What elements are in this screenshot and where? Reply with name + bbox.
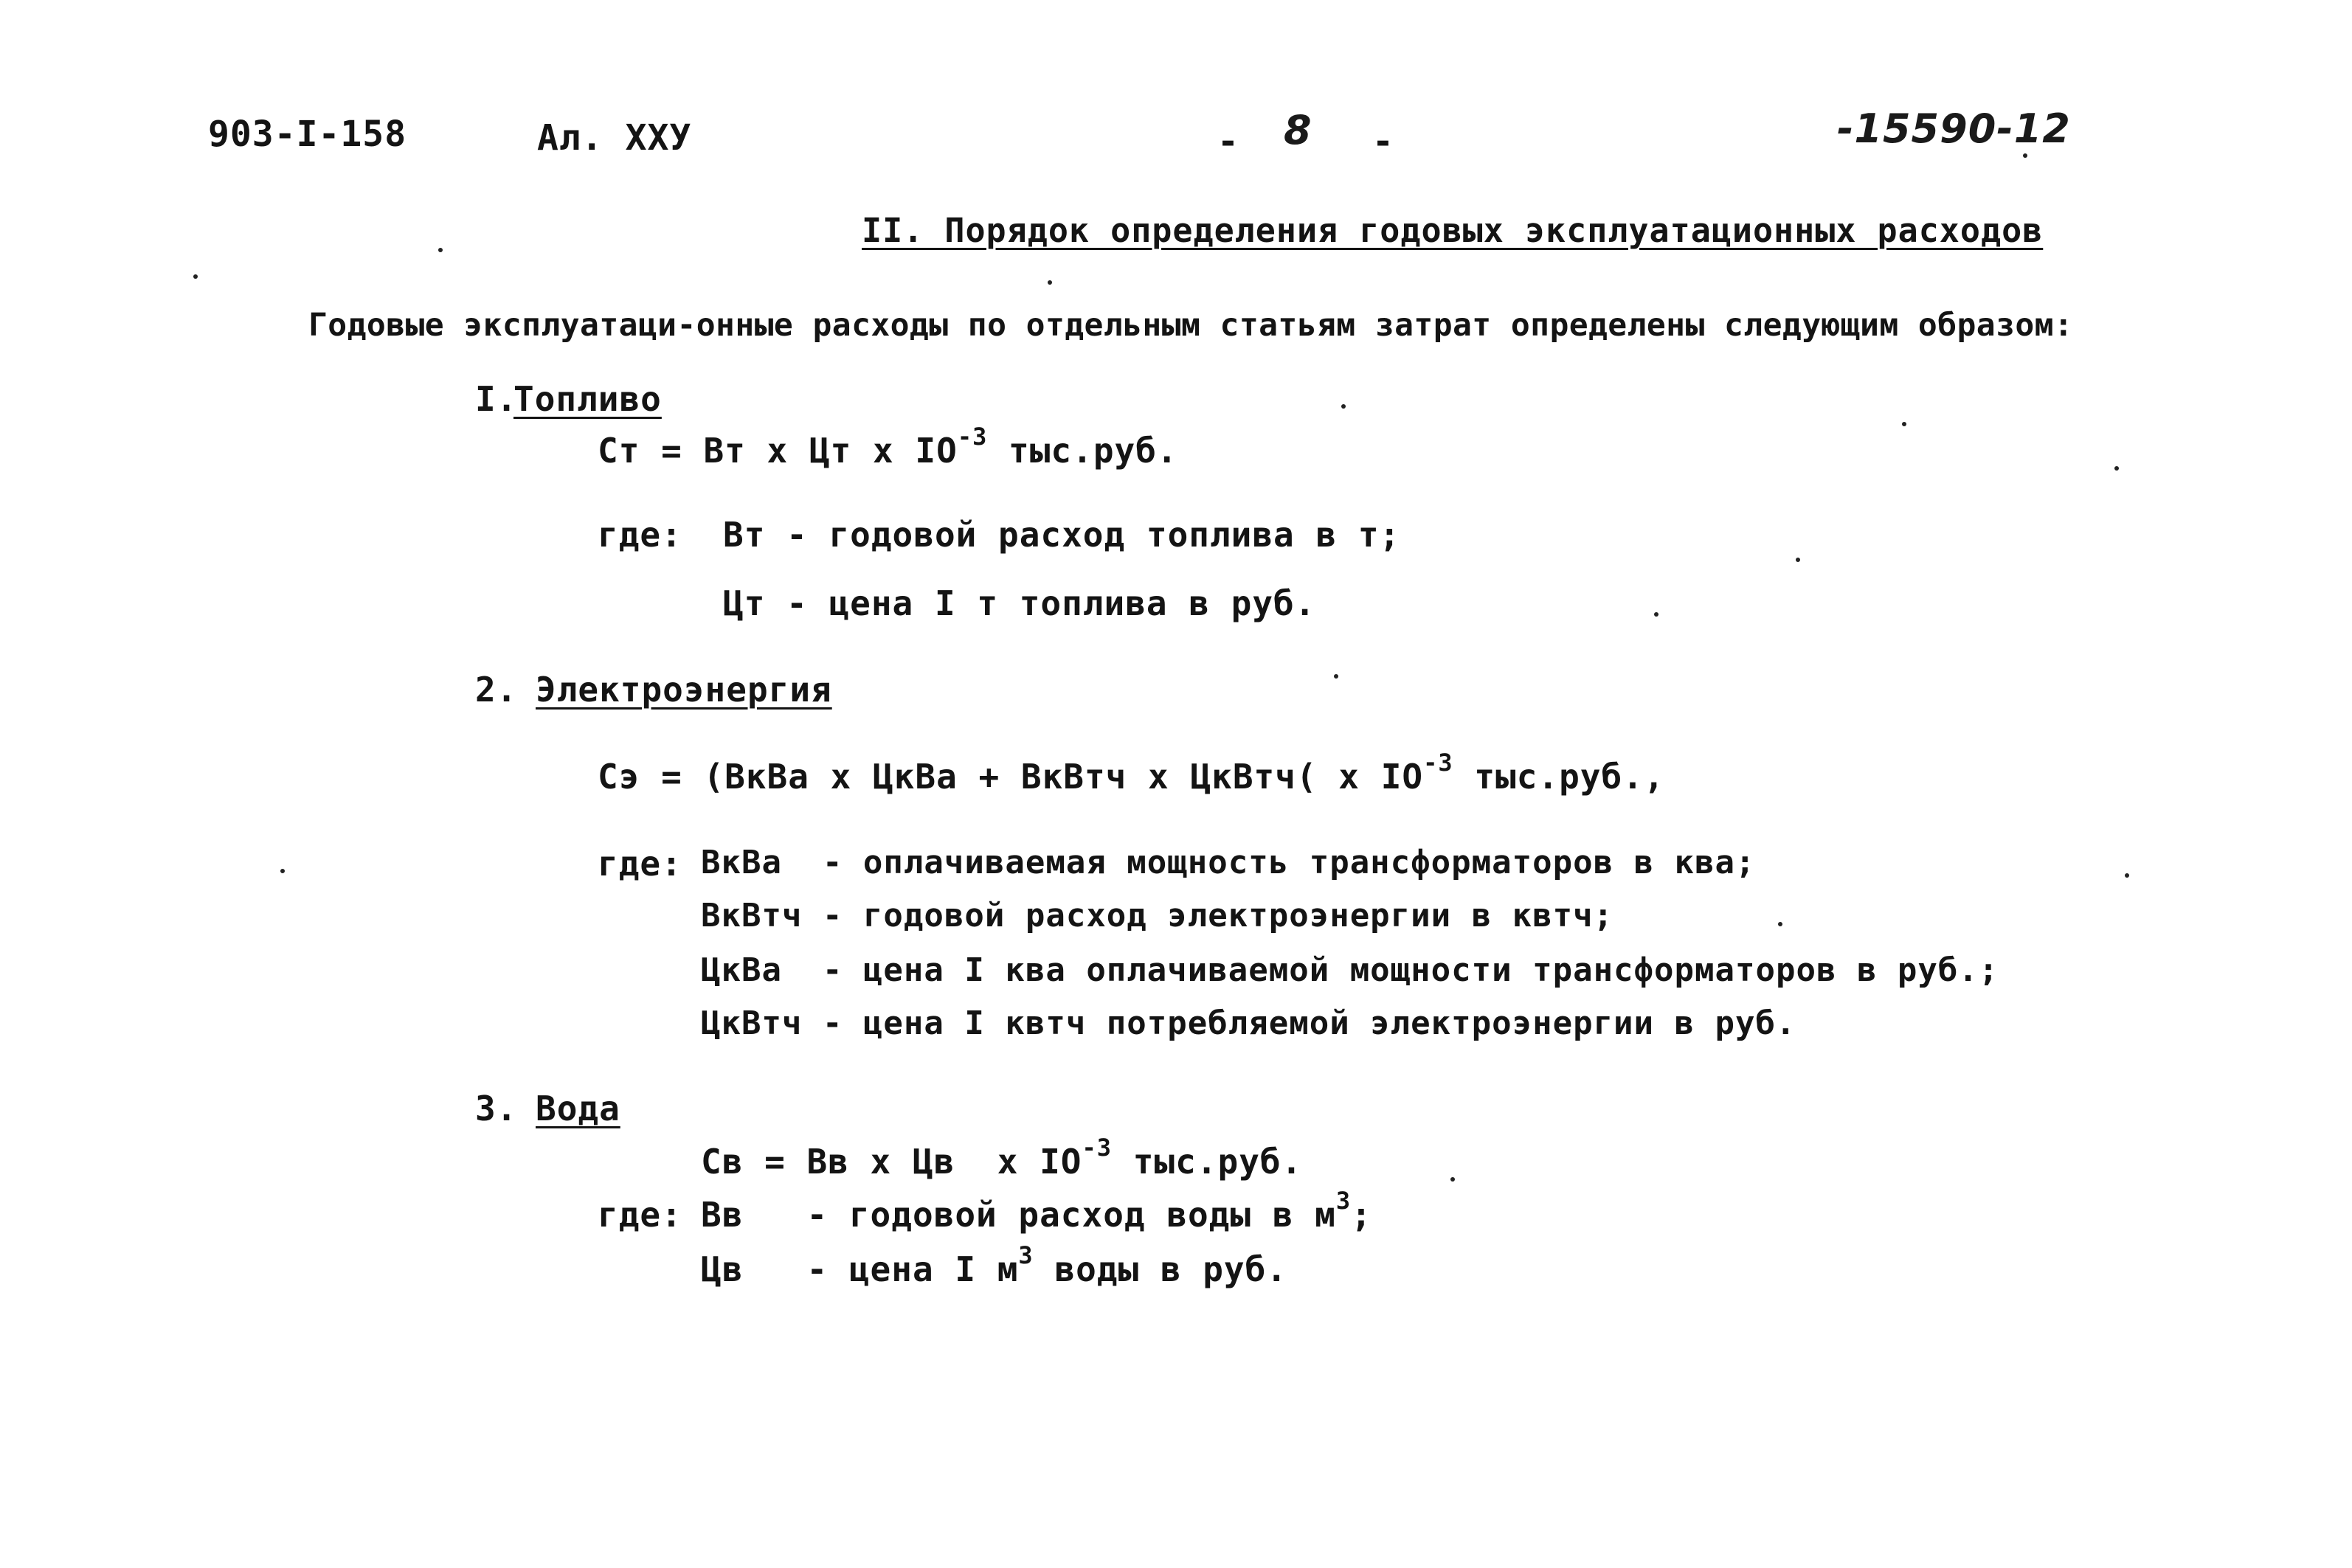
item-2-formula-tail: тыс.руб., <box>1453 757 1665 797</box>
item-1-formula <box>598 423 1178 471</box>
scan-speckle <box>1654 612 1658 617</box>
intro-paragraph: Годовые эксплуатаци-онные расходы по отдельным статьям затрат определены следующим образом: <box>308 307 2074 344</box>
item-3-def-1-tail: ; <box>1351 1195 1372 1235</box>
item-1-formula-exponent: -3 <box>957 423 988 451</box>
item-2-number: 2. <box>475 670 518 710</box>
page-dash-right: - <box>1372 121 1394 162</box>
item-3-formula-tail: тыс.руб. <box>1112 1142 1303 1182</box>
item-3-formula-main: Св = Вв x Цв x IO <box>701 1142 1082 1182</box>
item-1-number: I. <box>475 379 518 419</box>
item-1-def-1: Вт - годовой расход топлива в т; <box>723 515 1401 555</box>
item-3-formula <box>701 1134 1303 1182</box>
page-number: 8 <box>1284 107 1312 153</box>
item-2-def-2: ВкВтч - годовой расход электроэнергии в квтч; <box>701 897 1614 934</box>
item-2-formula-main: Сэ = (ВкВа x ЦкВа + ВкВтч x ЦкВтч( x IO <box>598 757 1424 797</box>
item-1-formula-main: Ст = Вт x Цт x IO <box>598 431 958 471</box>
scan-speckle <box>1902 422 1906 426</box>
scan-speckle <box>438 248 443 252</box>
page-dash-left: - <box>1217 121 1239 162</box>
item-1-where-label: где: <box>598 515 682 555</box>
scan-speckle <box>1341 404 1346 409</box>
item-3-def-1-text: Вв - годовой расход воды в м <box>701 1195 1336 1235</box>
item-2-def-1: ВкВа - оплачиваемая мощность трансформаторов в ква; <box>701 844 1756 881</box>
scan-speckle <box>1334 674 1338 679</box>
scan-speckle <box>1778 922 1782 926</box>
scan-speckle <box>2023 153 2027 158</box>
document-code: 903-I-158 <box>208 114 407 155</box>
item-3-title: Вода <box>536 1089 620 1128</box>
scan-speckle <box>280 869 285 873</box>
scan-speckle <box>1450 1177 1455 1182</box>
scan-speckle <box>1796 558 1800 562</box>
section-title: II. Порядок определения годовых эксплуатационных расходов <box>862 211 2044 250</box>
item-3-def-2-tail: воды в руб. <box>1033 1249 1288 1289</box>
item-2-where-label: где: <box>598 844 682 884</box>
item-3-def-2-text: Цв - цена I м <box>701 1249 1019 1289</box>
item-1-title: Топливо <box>513 379 662 419</box>
item-2-def-4: ЦкВтч - цена I квтч потребляемой электроэнергии в руб. <box>701 1005 1796 1042</box>
item-3-where-label: где: <box>598 1195 682 1235</box>
scan-speckle <box>1048 280 1052 285</box>
scan-speckle <box>193 274 198 279</box>
item-3-def-2 <box>701 1241 1288 1289</box>
scan-speckle <box>2114 466 2119 471</box>
item-2-title: Электроэнергия <box>536 670 832 710</box>
item-3-formula-exponent: -3 <box>1082 1134 1113 1162</box>
item-3-def-1 <box>701 1187 1372 1235</box>
item-2-formula <box>598 749 1665 797</box>
item-2-def-3: ЦкВа - цена I ква оплачиваемой мощности трансформаторов в руб.; <box>701 951 1999 989</box>
item-2-formula-exponent: -3 <box>1423 749 1453 777</box>
sheet-number: -15590-12 <box>1837 105 2071 152</box>
item-1-formula-tail: тыс.руб. <box>987 431 1178 471</box>
item-3-number: 3. <box>475 1089 518 1128</box>
album-label: Ал. XXУ <box>537 117 692 159</box>
scan-speckle <box>2125 873 2129 878</box>
item-3-def-1-exponent: 3 <box>1335 1187 1352 1215</box>
item-3-def-2-exponent: 3 <box>1018 1241 1034 1269</box>
item-1-def-2: Цт - цена I т топлива в руб. <box>723 583 1316 623</box>
